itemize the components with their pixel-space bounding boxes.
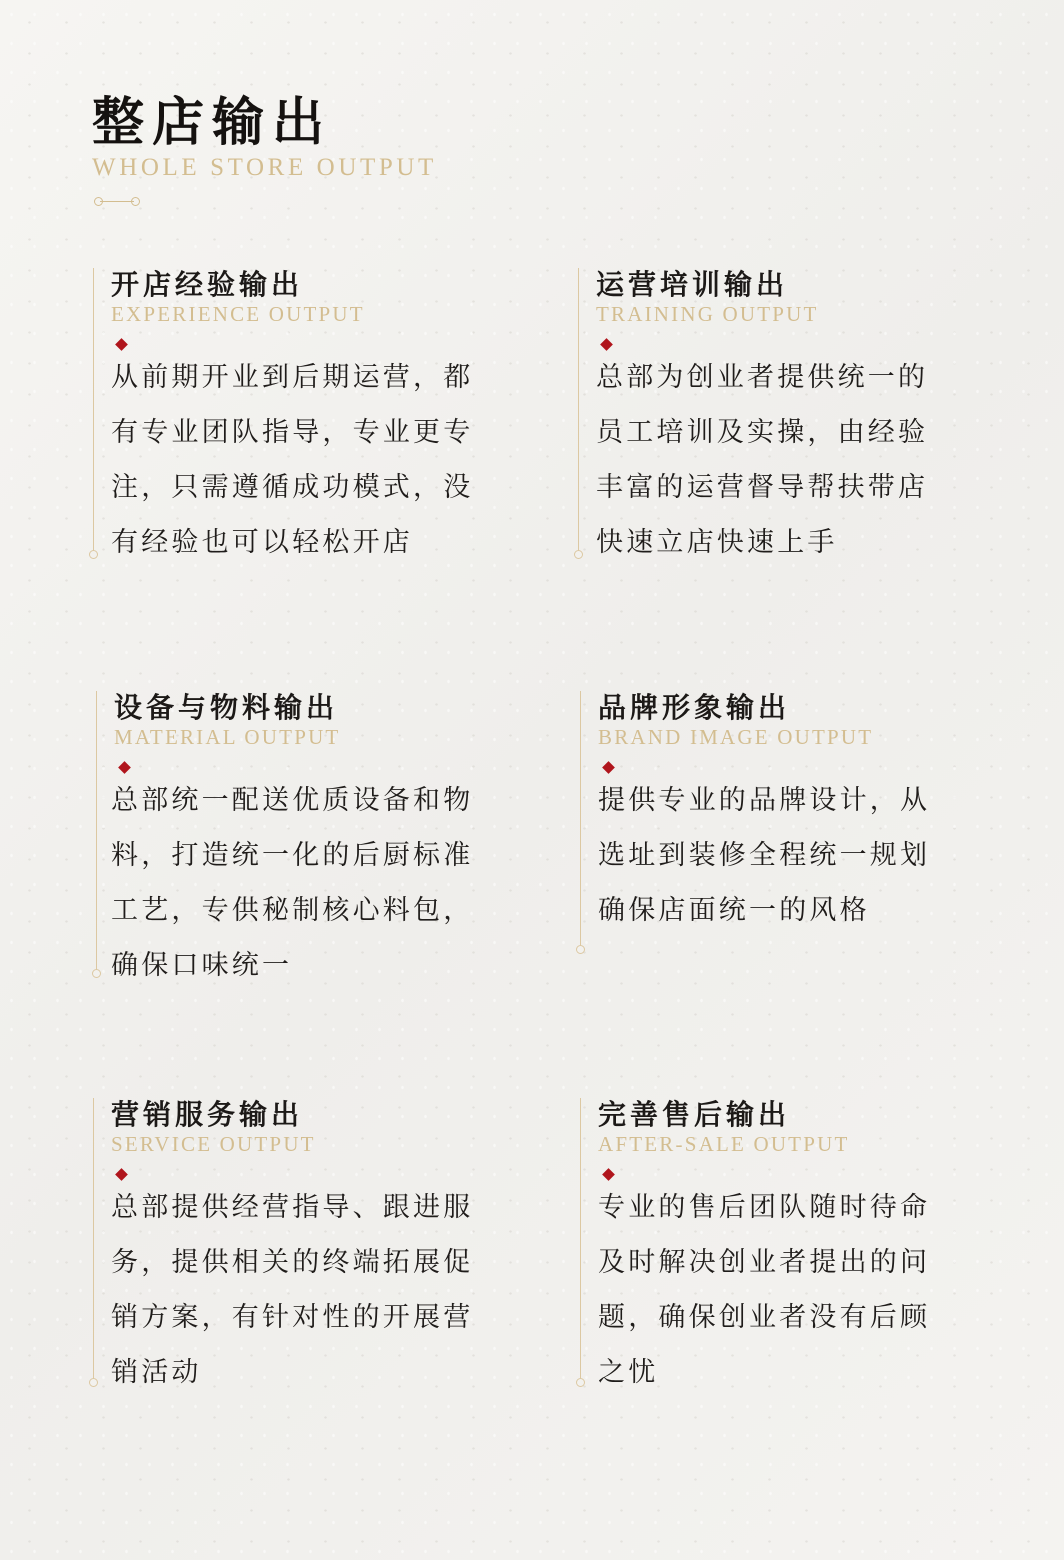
body-line: 及时解决创业者提出的问	[598, 1247, 931, 1278]
body-line: 专业的售后团队随时待命	[598, 1192, 931, 1223]
title-ornament	[94, 197, 140, 207]
section-line-dot	[89, 550, 98, 559]
ornament-dot-right	[131, 197, 140, 206]
body-line: 料，打造统一化的后厨标准	[111, 840, 474, 871]
section-title: 设备与物料输出	[114, 691, 339, 724]
body-line: 确保店面统一的风格	[598, 895, 870, 926]
section-title: 营销服务输出	[111, 1098, 304, 1131]
section-experience	[111, 268, 511, 570]
body-line: 选址到装修全程统一规划	[598, 840, 931, 871]
section-body	[598, 773, 998, 938]
body-line: 确保口味统一	[111, 950, 293, 981]
section-line-dot	[92, 969, 101, 978]
body-line: 题，确保创业者没有后顾	[598, 1302, 931, 1333]
diamond-icon	[602, 1168, 615, 1181]
section-line-dot	[574, 550, 583, 559]
body-line: 总部为创业者提供统一的	[596, 362, 929, 393]
section-body	[111, 350, 511, 570]
section-vertical-line	[93, 1098, 94, 1382]
section-body	[596, 350, 996, 570]
section-vertical-line	[578, 268, 579, 554]
section-vertical-line	[580, 1098, 581, 1382]
section-vertical-line	[580, 691, 581, 949]
section-after-sale	[598, 1098, 998, 1400]
body-line: 从前期开业到后期运营，都	[111, 362, 474, 393]
section-subtitle: TRAINING OUTPUT	[596, 302, 819, 326]
diamond-icon	[118, 761, 131, 774]
body-line: 销方案，有针对性的开展营	[111, 1302, 474, 1333]
section-title: 运营培训输出	[596, 268, 789, 301]
section-subtitle: EXPERIENCE OUTPUT	[111, 302, 365, 326]
section-title: 品牌形象输出	[598, 691, 791, 724]
body-line: 销活动	[111, 1357, 202, 1388]
body-line: 有专业团队指导，专业更专	[111, 417, 474, 448]
section-subtitle: MATERIAL OUTPUT	[114, 725, 341, 749]
section-brand-image	[598, 691, 998, 938]
body-line: 快速立店快速上手	[596, 527, 838, 558]
section-training	[596, 268, 996, 570]
body-line: 工艺，专供秘制核心料包，	[111, 895, 474, 926]
page-subtitle: WHOLE STORE OUTPUT	[92, 154, 437, 181]
section-body	[111, 773, 514, 993]
body-line: 丰富的运营督导帮扶带店	[596, 472, 929, 503]
ornament-line	[100, 201, 134, 202]
body-line: 提供专业的品牌设计，从	[598, 785, 931, 816]
section-title: 完善售后输出	[598, 1098, 791, 1131]
section-subtitle: SERVICE OUTPUT	[111, 1132, 316, 1156]
body-line: 之忧	[598, 1357, 659, 1388]
body-line: 务，提供相关的终端拓展促	[111, 1247, 474, 1278]
body-line: 总部提供经营指导、跟进服	[111, 1192, 474, 1223]
section-title: 开店经验输出	[111, 268, 304, 301]
body-line: 员工培训及实操，由经验	[596, 417, 929, 448]
section-subtitle: AFTER-SALE OUTPUT	[598, 1132, 850, 1156]
section-subtitle: BRAND IMAGE OUTPUT	[598, 725, 874, 749]
body-line: 注，只需遵循成功模式，没	[111, 472, 474, 503]
section-body	[598, 1180, 998, 1400]
section-line-dot	[89, 1378, 98, 1387]
diamond-icon	[115, 338, 128, 351]
diamond-icon	[115, 1168, 128, 1181]
page-header	[92, 92, 437, 207]
section-line-dot	[576, 945, 585, 954]
section-line-dot	[576, 1378, 585, 1387]
page-title: 整店输出	[92, 92, 333, 153]
section-vertical-line	[93, 268, 94, 554]
body-line: 总部统一配送优质设备和物	[111, 785, 474, 816]
diamond-icon	[602, 761, 615, 774]
section-body	[111, 1180, 511, 1400]
diamond-icon	[600, 338, 613, 351]
body-line: 有经验也可以轻松开店	[111, 527, 413, 558]
section-vertical-line	[96, 691, 97, 973]
section-service	[111, 1098, 511, 1400]
section-material	[111, 691, 514, 993]
